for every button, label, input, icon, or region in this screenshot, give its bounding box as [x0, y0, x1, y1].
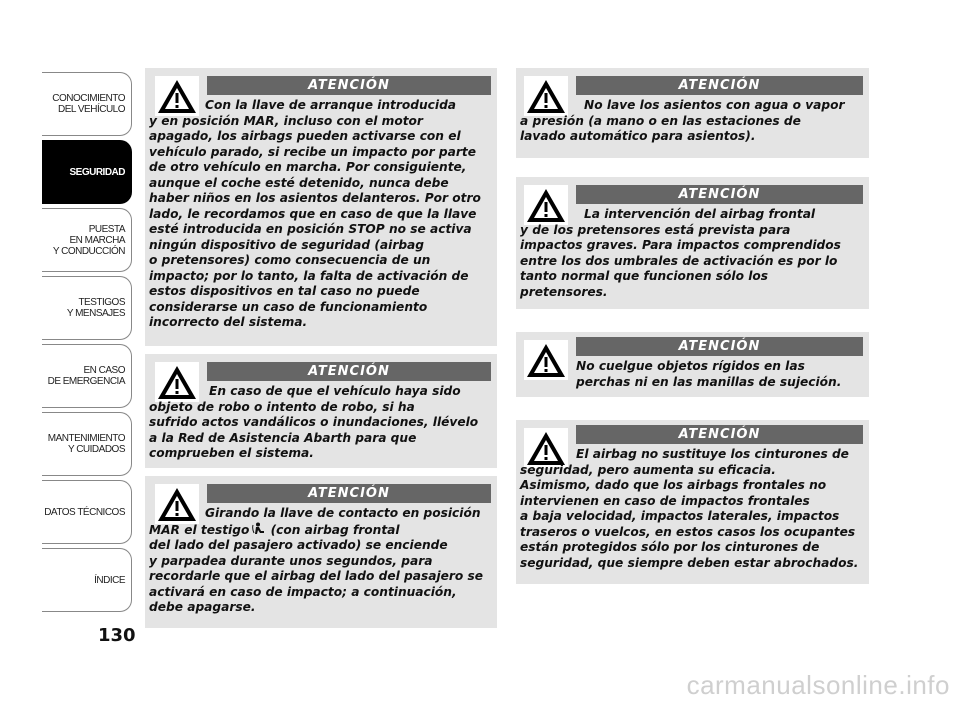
warning-box [516, 68, 869, 158]
tab-label: SEGURIDAD [69, 166, 125, 178]
warning-title: ATENCIÓN [576, 185, 863, 204]
warning-text [520, 98, 866, 145]
warning-box [516, 332, 869, 397]
warning-text [576, 359, 866, 390]
warning-box [145, 354, 497, 468]
warning-text [149, 506, 495, 616]
warning-text-content: No cuelgue objetos rígidos en las perchas ni en las manillas de sujeción. [576, 359, 842, 389]
tab-testigos-y-mensajes[interactable] [42, 276, 132, 340]
tab-label: ÍNDICE [94, 574, 125, 586]
warning-box [145, 68, 497, 346]
warning-text-content: El airbag no sustituye los cinturones de seguridad, pero aumenta su eficacia. Asimismo, dado que los airbags frontales no intervienen en caso de impactos frontales a baja velocidad, impactos laterales, impactos traseros o vuelcos, en estos casos los ocupantes están protegidos sólo por los cinturones de seguridad, que siempre deben estar abrochados. [520, 447, 859, 570]
tab-en-caso-de-emergencia[interactable] [42, 344, 132, 408]
warning-text-content: En caso de que el vehículo haya sido objeto de robo o intento de robo, si ha sufrido actos vandálicos o inundaciones, llévelo a la Red de Asistencia Abarth para que comprueben el sistema. [149, 384, 479, 460]
warning-box [145, 476, 497, 628]
watermark: carmanualsonline.info [686, 670, 950, 700]
warning-title: ATENCIÓN [207, 76, 491, 95]
tab-label: DATOS TÉCNICOS [44, 506, 125, 518]
tab-mantenimiento-y-cuidados[interactable] [42, 412, 132, 476]
tab-datos-tecnicos[interactable] [42, 480, 132, 544]
warning-text-content-part1: Girando la llave de contacto en posición MAR el testigo [149, 506, 481, 537]
warning-text [149, 384, 495, 462]
tab-label: CONOCIMIENTO DEL VEHÍCULO [52, 93, 125, 115]
passenger-airbag-icon [252, 522, 266, 536]
warning-text [149, 98, 495, 331]
warning-text-content: No lave los asientos con agua o vapor a presión (a mano o en las estaciones de lavado automático para asientos). [520, 98, 845, 143]
warning-text [520, 207, 866, 300]
warning-title: ATENCIÓN [207, 484, 491, 503]
tab-label: EN CASO DE EMERGENCIA [47, 365, 125, 387]
tab-puesta-en-marcha[interactable] [42, 208, 132, 272]
tab-label: MANTENIMIENTO Y CUIDADOS [47, 433, 125, 455]
tab-seguridad[interactable] [42, 140, 132, 204]
warning-box [516, 420, 869, 584]
warning-text-content: Con la llave de arranque introducida y en posición MAR, incluso con el motor apagado, los airbags pueden activarse con el vehículo parado, si recibe un impacto por parte de otro vehículo en marcha. Por consiguiente, aunque el coche esté detenido, nunca debe haber niños en los asientos delanteros. Por otro lado, le recordamos que en caso de que la llave esté introducida en posición STOP no se activa ningún dispositivo de seguridad (airbag o pretensores) como consecuencia de un impacto; por lo tanto, la falta de activación de estos dispositivos en tal caso no puede considerarse un caso de funcionamiento incorrecto del sistema. [149, 98, 481, 329]
tab-conocimiento-del-vehiculo[interactable] [42, 72, 132, 136]
tab-label: TESTIGOS Y MENSAJES [66, 297, 125, 319]
tab-indice[interactable] [42, 548, 132, 612]
warning-title: ATENCIÓN [576, 337, 863, 356]
page-number: 130 [98, 625, 136, 646]
warning-title: ATENCIÓN [207, 362, 491, 381]
warning-text [520, 447, 866, 571]
warning-title: ATENCIÓN [576, 76, 863, 95]
warning-text-content-part2: (con airbag frontal del lado del pasajero activado) se enciende y parpadea durante unos segundos, para recordarle que el airbag del lado del pasajero se activará en caso de impacto; a continuación, debe apagarse. [149, 522, 484, 614]
warning-triangle-icon [524, 340, 568, 380]
tab-label: PUESTA EN MARCHA Y CONDUCCIÓN [52, 223, 125, 257]
warning-text-content: La intervención del airbag frontal y de los pretensores está prevista para impactos graves. Para impactos comprendidos entre los dos umbrales de activación es por lo tanto normal que funcionen sólo los pretensores. [520, 207, 841, 299]
warning-title: ATENCIÓN [576, 425, 863, 444]
warning-box [516, 177, 869, 309]
